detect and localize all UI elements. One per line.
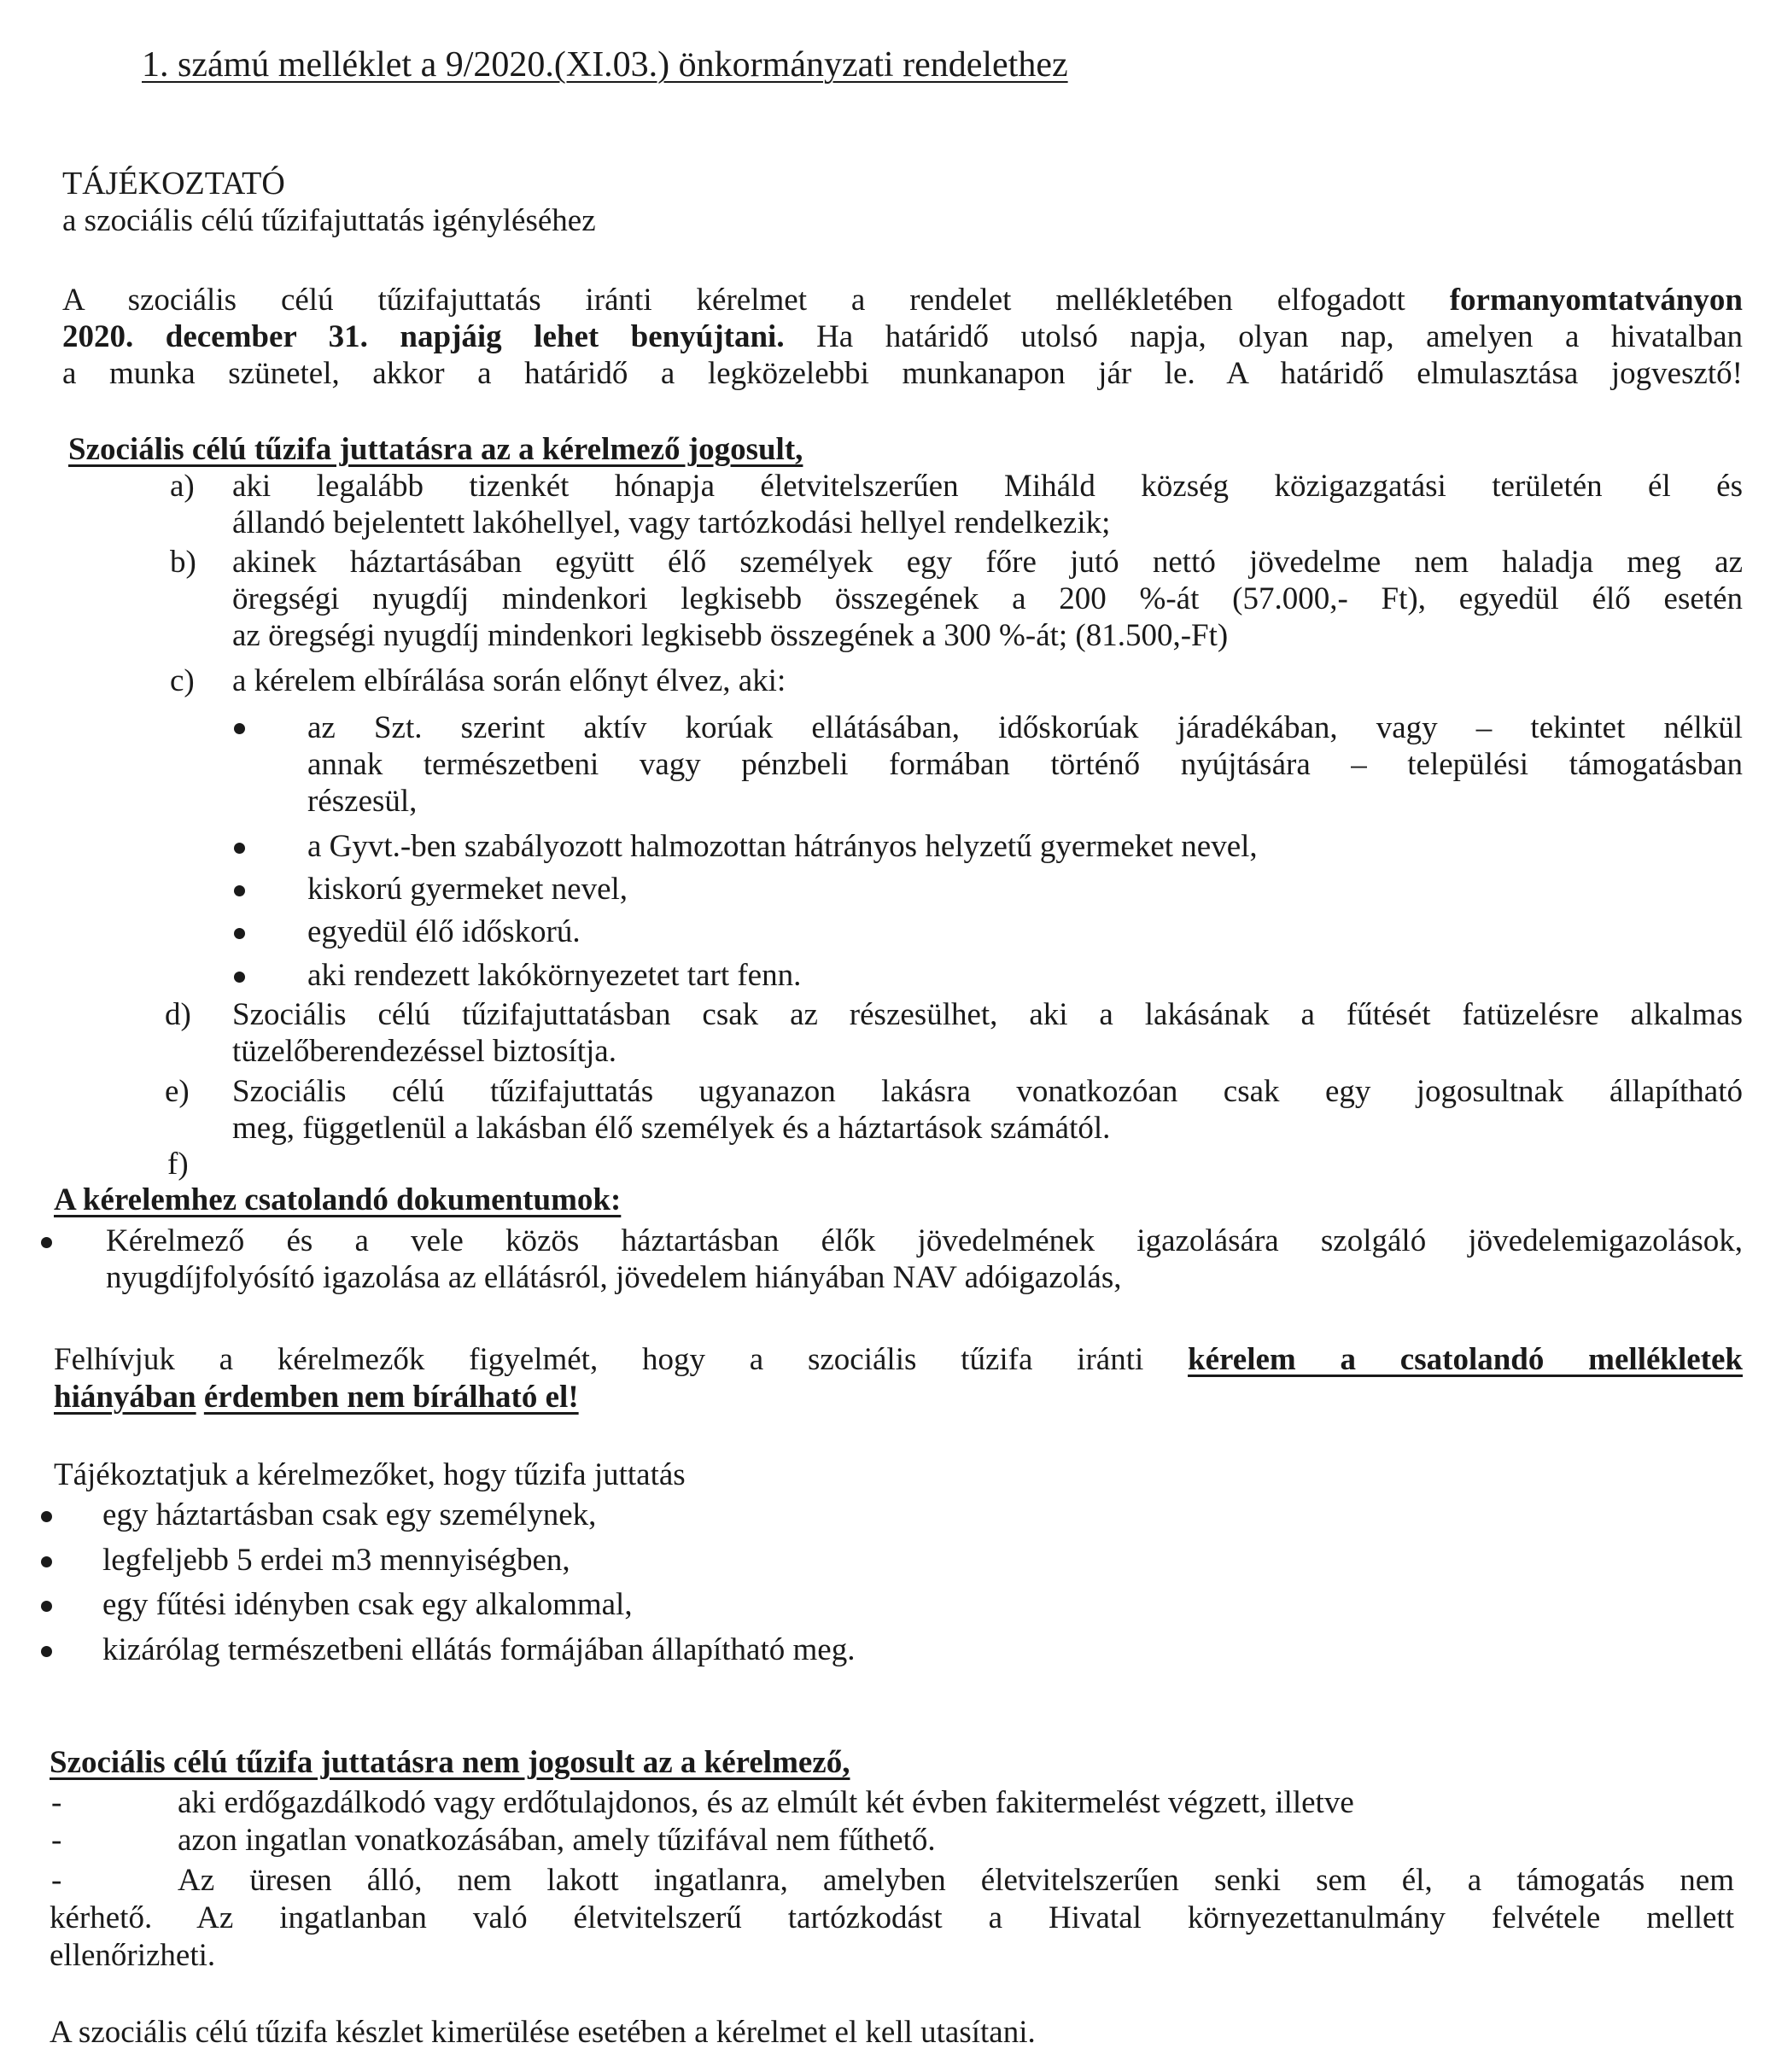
info-intro: Tájékoztatjuk a kérelmezőket, hogy tűzifa juttatás [54,1457,686,1492]
bullet-icon [234,928,245,939]
not-eligible-item-1: aki erdőgazdálkodó vagy erdőtulajdonos, és az elmúlt két évben fakitermelést végzett, illetve [178,1785,1354,1820]
c-bullet-3: kiskorú gyermeket nevel, [307,872,628,907]
not-eligible-item-3-line-2: kérhető. Az ingatlanban való életvitelszerű tartózkodást a Hivatal környezettanulmány felvétele mellett [50,1900,1734,1935]
intro-line-1 [62,282,1743,319]
intro-text: Ha határidő utolsó napja, olyan nap, amelyen a hivatalban [784,319,1743,354]
bullet-icon [41,1511,52,1522]
dash-marker: - [51,1823,62,1858]
closing-statement: A szociális célú tűzifa készlet kimerülése esetében a kérelmet el kell utasítani. [50,2015,1036,2050]
bullet-icon [234,723,245,734]
info-item-1: egy háztartásban csak egy személynek, [102,1497,597,1532]
not-eligible-item-2: azon ingatlan vonatkozásában, amely tűzifával nem fűthető. [178,1823,936,1858]
c-bullet-1-line-2: annak természetbeni vagy pénzbeli formában történő nyújtására – települési támogatásban [307,747,1743,782]
intro-text: A szociális célú tűzifajuttatás iránti kérelmet a rendelet mellékletében elfogadott [62,283,1450,318]
info-item-3: egy fűtési idényben csak egy alkalommal, [102,1587,633,1622]
notice-line-1 [54,1341,1743,1379]
item-d-line-2: tüzelőberendezéssel biztosítja. [232,1034,616,1069]
item-marker-d: d) [165,997,191,1032]
notice-emphasis: kérelem a csatolandó mellékletek [1188,1342,1743,1377]
item-b-line-2: öregségi nyugdíj mindenkori legkisebb összegének a 200 %-át (57.000,- Ft), egyedül élő esetén [232,581,1743,616]
bullet-icon [41,1556,52,1567]
intro-line-3: a munka szünetel, akkor a határidő a legközelebbi munkanapon jár le. A határidő elmulasztása jogvesztő! [62,356,1743,391]
not-eligible-heading: Szociális célú tűzifa juttatásra nem jogosult az a kérelmező, [50,1745,850,1780]
item-b-line-1: akinek háztartásában együtt élő személyek egy főre jutó nettó jövedelme nem haladja meg az [232,545,1743,580]
item-marker-b: b) [170,545,196,580]
item-marker-f: f) [167,1147,189,1182]
notice-line-2 [54,1379,579,1416]
c-bullet-1-line-1: az Szt. szerint aktív korúak ellátásában, időskorúak járadékában, vagy – tekintet nélkül [307,710,1743,745]
notice-emphasis: hiányában [54,1380,196,1415]
item-marker-e: e) [165,1074,190,1109]
intro-line-2 [62,318,1743,356]
item-a-line-1: aki legalább tizenkét hónapja életvitelszerűen Miháld község közigazgatási területén él és [232,469,1743,504]
item-e-line-1: Szociális célú tűzifajuttatás ugyanazon lakásra vonatkozóan csak egy jogosultnak állapítható [232,1074,1743,1109]
item-marker-c: c) [170,663,195,698]
bullet-icon [234,972,245,983]
notice-text: Felhívjuk a kérelmezők figyelmét, hogy a szociális tűzifa iránti [54,1342,1189,1377]
not-eligible-item-3-line-3: ellenőrizheti. [50,1938,216,1973]
info-item-2: legfeljebb 5 erdei m3 mennyiségben, [102,1543,570,1578]
bullet-icon [41,1601,52,1612]
item-a-line-2: állandó bejelentett lakóhellyel, vagy tartózkodási hellyel rendelkezik; [232,505,1111,540]
eligible-heading: Szociális célú tűzifa juttatásra az a kérelmező jogosult, [68,432,803,467]
item-c-line-1: a kérelem elbírálása során előnyt élvez, aki: [232,663,786,698]
item-e-line-2: meg, függetlenül a lakásban élő személyek és a háztartások számától. [232,1111,1111,1146]
not-eligible-item-3-line-1: Az üresen álló, nem lakott ingatlanra, amelyben életvitelszerűen senki sem él, a támogatás nem [178,1863,1734,1898]
documents-heading: A kérelemhez csatolandó dokumentumok: [54,1182,622,1217]
dash-marker: - [51,1785,62,1820]
documents-line-2: nyugdíjfolyósító igazolása az ellátásról, jövedelem hiányában NAV adóigazolás, [106,1260,1122,1295]
bullet-icon [41,1237,52,1248]
item-marker-a: a) [170,469,195,504]
title: TÁJÉKOZTATÓ [62,166,285,201]
notice-emphasis: érdemben nem bírálható el! [203,1380,579,1415]
deadline-emphasis: 2020. december 31. napjáig lehet benyújtani. [62,319,785,354]
c-bullet-4: egyedül élő időskorú. [307,914,581,949]
c-bullet-2: a Gyvt.-ben szabályozott halmozottan hátrányos helyzetű gyermeket nevel, [307,829,1258,864]
intro-emphasis: formanyomtatványon [1449,283,1743,318]
bullet-icon [234,843,245,854]
bullet-icon [41,1646,52,1657]
item-b-line-3: az öregségi nyugdíj mindenkori legkisebb összegének a 300 %-át; (81.500,-Ft) [232,618,1229,653]
documents-line-1: Kérelmező és a vele közös háztartásban élők jövedelmének igazolására szolgáló jövedelemigazolások, [106,1223,1743,1258]
info-item-4: kizárólag természetbeni ellátás formájában állapítható meg. [102,1632,856,1667]
c-bullet-5: aki rendezett lakókörnyezetet tart fenn. [307,958,802,993]
dash-marker: - [51,1863,62,1898]
item-d-line-1: Szociális célú tűzifajuttatásban csak az részesülhet, aki a lakásának a fűtését fatüzelésre alkalmas [232,997,1743,1032]
c-bullet-1-line-3: részesül, [307,784,418,819]
subtitle: a szociális célú tűzifajuttatás igényléséhez [62,203,596,238]
bullet-icon [234,885,245,896]
annex-header: 1. számú melléklet a 9/2020.(XI.03.) önkormányzati rendelethez [142,45,1068,85]
